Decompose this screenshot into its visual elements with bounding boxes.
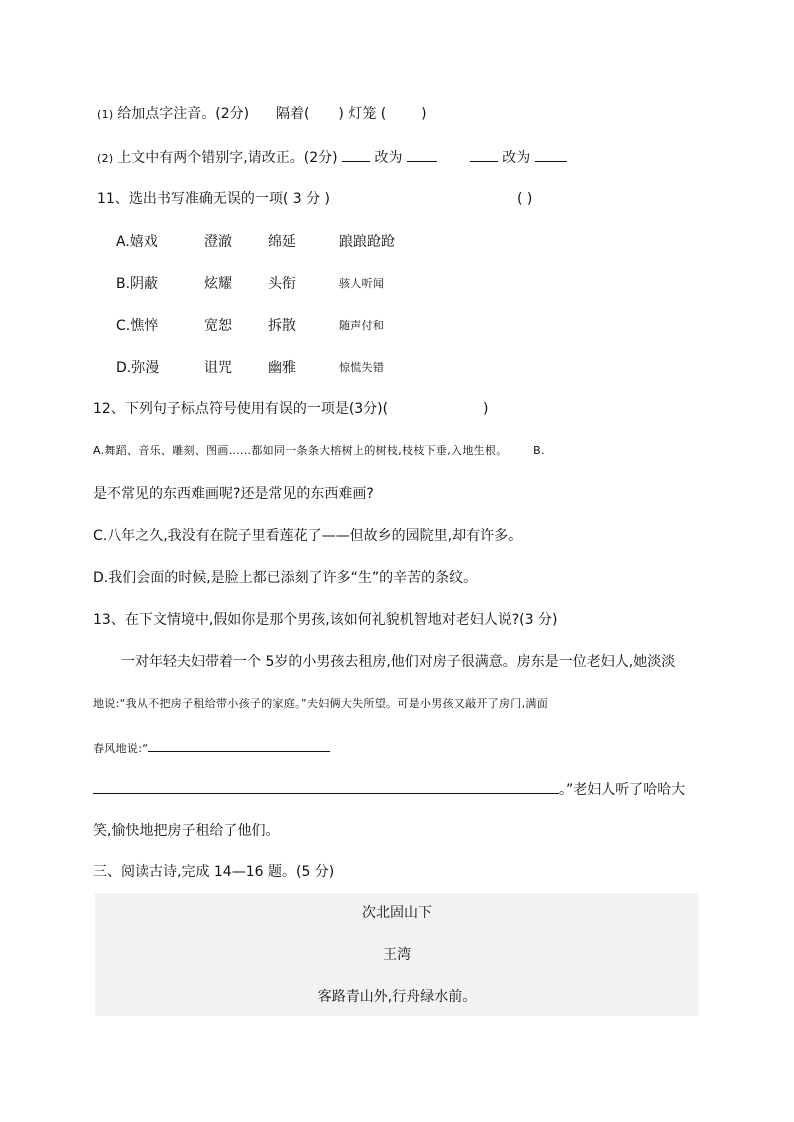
answer-blank[interactable] <box>535 147 567 162</box>
option-word: 炫耀 <box>204 276 232 292</box>
q10-change-to-1: 改为 <box>374 150 403 166</box>
option-label: B.阴蔽 <box>116 276 159 292</box>
q10-part1-text: 给加点字注音。(2分) <box>117 106 250 122</box>
q10-part1-word1-close: ) <box>338 106 344 122</box>
q12-stem <box>93 399 488 419</box>
q12-stem-close: ) <box>483 401 489 417</box>
q12-option-b-label: B. <box>533 444 545 457</box>
option-word: 踉踉跄跄 <box>339 234 395 250</box>
q10-part2-prefix: (2) <box>97 152 118 165</box>
answer-blank[interactable] <box>148 737 330 752</box>
option-label: A.嬉戏 <box>116 234 158 250</box>
q13-quote-close: 。”老妇人听了哈哈大 <box>559 782 686 798</box>
q12-option-a <box>93 441 545 461</box>
q10-part1-word2-close: ) <box>421 106 427 122</box>
q12-stem-text: 12、下列句子标点符号使用有误的一项是(3分)( <box>93 401 389 417</box>
option-word: 绵延 <box>268 234 296 250</box>
answer-blank[interactable] <box>342 147 370 162</box>
q10-part1-word2: 灯笼 ( <box>348 106 387 122</box>
q10-part1-prefix: (1) <box>97 108 118 121</box>
option-word: 惊慌失错 <box>339 361 385 374</box>
option-word: 骇人听闻 <box>339 277 385 290</box>
q13-paragraph-line-3 <box>93 737 330 759</box>
option-word: 宽恕 <box>204 318 232 334</box>
q13-paragraph-line-4 <box>93 779 685 800</box>
poem-line-1: 客路青山外,行舟绿水前。 <box>317 989 477 1005</box>
option-word: 诅咒 <box>204 360 232 376</box>
option-word: 幽雅 <box>268 360 296 376</box>
q10-change-to-2: 改为 <box>502 150 531 166</box>
q12-option-a-text: A.舞蹈、音乐、雕刻、图画……都如同一条条大榕树上的树枝,枝枝下垂,入地生根。 <box>93 444 508 457</box>
q12-option-d: D.我们会面的时候,是脸上都已添刻了许多“生”的辛苦的条纹。 <box>93 570 478 586</box>
option-label: D.弥漫 <box>116 360 160 376</box>
answer-blank[interactable] <box>407 147 437 162</box>
q12-option-c: C.八年之久,我没有在院子里看莲花了——但故乡的园院里,却有许多。 <box>93 528 523 544</box>
option-word: 头衔 <box>268 276 296 292</box>
option-word: 拆散 <box>268 318 296 334</box>
poem-title: 次北固山下 <box>362 905 432 921</box>
q13-paragraph-line-2: 地说:“我从不把房子租给带小孩子的家庭。”夫妇俩大失所望。可是小男孩又敲开了房门,满面 <box>93 697 548 710</box>
q10-part1-word1: 隔着( <box>276 106 310 122</box>
q10-part2 <box>97 147 567 169</box>
q11-stem: 11、选出书写准确无误的一项( 3 分 ) <box>97 191 330 207</box>
q13-paragraph-line-5: 笑,愉快地把房子租给了他们。 <box>93 823 280 839</box>
option-word: 澄澈 <box>204 234 232 250</box>
poem-author: 王湾 <box>383 947 411 963</box>
option-word: 随声付和 <box>339 319 385 332</box>
q12-option-b-text: 是不常见的东西难画呢?还是常见的东西难画? <box>93 486 374 502</box>
q10-part1 <box>97 104 427 125</box>
answer-blank[interactable] <box>470 147 498 162</box>
q13-paragraph-line-1: 一对年轻夫妇带着一个 5岁的小男孩去租房,他们对房子很满意。房东是一位老妇人,她淡淡 <box>121 654 676 670</box>
q11-answer-paren[interactable]: ( ) <box>517 191 533 207</box>
answer-blank[interactable] <box>93 779 559 794</box>
option-label: C.憔悴 <box>116 318 159 334</box>
q13-stem: 13、在下文情境中,假如你是那个男孩,该如何礼貌机智地对老妇人说?(3 分) <box>93 612 558 628</box>
q13-quote-open: 春风地说:“ <box>93 742 149 755</box>
poem-box <box>95 893 699 1016</box>
q10-part2-text: 上文中有两个错别字,请改正。(2分) <box>117 150 338 166</box>
section-three-heading: 三、阅读古诗,完成 14—16 题。(5 分) <box>93 864 335 880</box>
